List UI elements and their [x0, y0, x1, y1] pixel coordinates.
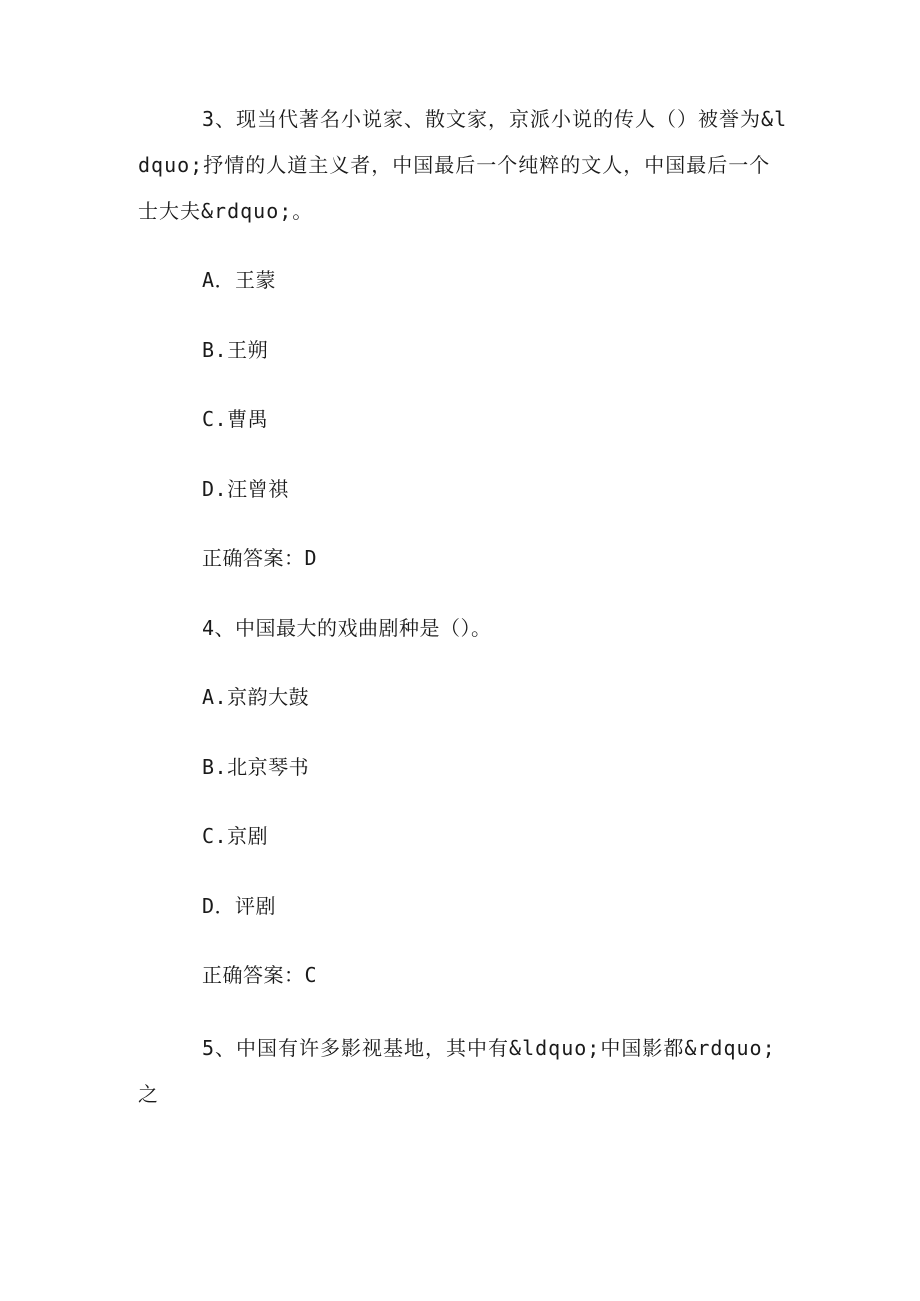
question-3-option-a: A．王蒙 [202, 268, 277, 292]
question-3-option-c: C.曹禺 [202, 407, 269, 431]
question-4-option-d: D．评剧 [202, 894, 277, 918]
question-5-stem: 5、中国有许多影视基地，其中有&ldquo;中国影都&rdquo;之 [138, 1036, 776, 1106]
question-3-answer: 正确答案：D [202, 546, 318, 570]
question-3-option-b: B.王朔 [202, 338, 269, 362]
question-4-option-a: A.京韵大鼓 [202, 685, 310, 709]
question-3-stem: 3、现当代著名小说家、散文家，京派小说的传人（）被誉为&ldquo;抒情的人道主义者，中国最后一个纯粹的文人，中国最后一个士大夫&rdquo;。 [138, 107, 788, 223]
question-4-option-b: B.北京琴书 [202, 755, 310, 779]
question-3-option-d: D.汪曾祺 [202, 477, 289, 501]
question-4-answer: 正确答案：C [202, 963, 318, 987]
question-4-option-c: C.京剧 [202, 824, 269, 848]
question-4-stem: 4、中国最大的戏曲剧种是（）。 [202, 616, 492, 640]
